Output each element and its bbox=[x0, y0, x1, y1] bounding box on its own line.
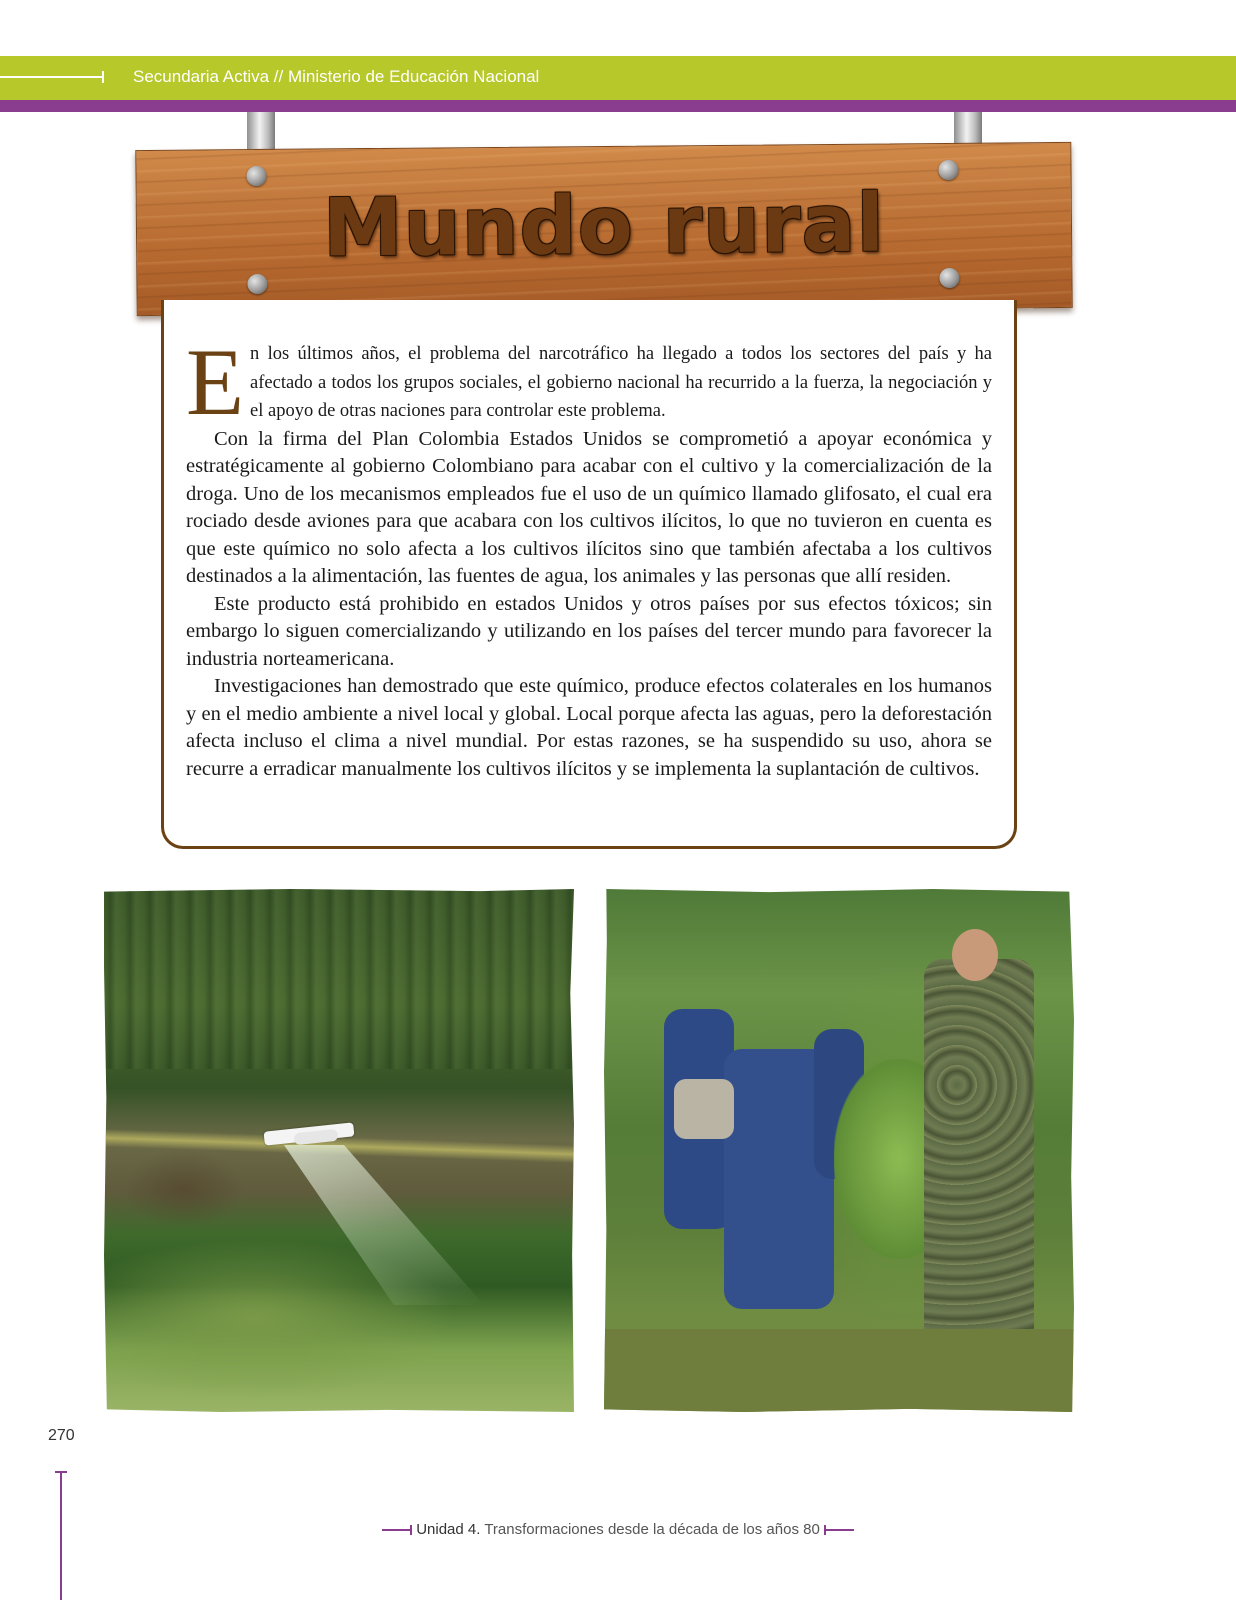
article-paragraph: Este producto está prohibido en estados Unidos y otros países por sus efectos tóxicos; sin embargo lo siguen comercializando y utilizando en los países del tercer mundo para favorecer la industria norteamericana. bbox=[186, 592, 992, 670]
header-rule-tick bbox=[102, 71, 104, 83]
header-rule bbox=[0, 76, 104, 78]
series-label: Secundaria Activa // Ministerio de Educación Nacional bbox=[133, 67, 540, 86]
article-paragraph: Con la firma del Plan Colombia Estados Unidos se comprometió a apoyar económica y estratégicamente al gobierno Colombiano para acabar con el cultivo y la comercialización de la droga. Uno de los mecanismos empleados fue el uso de un químico llamado glifosato, el cual era rociado desde aviones para que acabara con los cultivos ilícitos, lo que no tuvieron en cuenta es que este químico no solo afecta a los cultivos ilícitos sino que también afectaba a los cultivos destinados a la alimentación, las fuentes de agua, los animales y las personas que allí residen. bbox=[186, 427, 992, 587]
page-number: 270 bbox=[48, 1427, 75, 1444]
bolt-icon bbox=[247, 274, 267, 294]
photo-aerial-fumigation bbox=[104, 889, 574, 1412]
footer-title: Transformaciones desde la década de los años 80 bbox=[484, 1521, 820, 1538]
wooden-sign bbox=[135, 142, 1072, 316]
page-title: Mundo rural bbox=[322, 176, 886, 275]
backpack bbox=[674, 1079, 734, 1139]
drop-cap: E bbox=[186, 329, 245, 435]
forest-canopy bbox=[104, 889, 574, 1069]
spray-cloud bbox=[284, 1145, 484, 1305]
soldier-head bbox=[952, 929, 998, 981]
bolt-icon bbox=[939, 268, 959, 288]
soldier-figure bbox=[924, 959, 1034, 1379]
paragraph-text: n los últimos años, el problema del narcotráfico ha llegado a todos los sectores del país y ha afectado a todos los grupos sociales, el gobierno nacional ha recurrido a la fuerza, la negociación y el apoyo de otras naciones para controlar este problema. bbox=[250, 344, 992, 421]
article-paragraph: Investigaciones han demostrado que este químico, produce efectos colaterales en los humanos y en el medio ambiente a nivel local y global. Local porque afecta las aguas, pero la deforestación afecta incluso el clima a nivel mundial. Por estas razones, se ha suspendido su uso, ahora se recurre a erradicar manualmente los cultivos ilícitos y se implementa la suplantación de cultivos. bbox=[186, 675, 992, 780]
article-body bbox=[186, 329, 992, 783]
footer-unit: Unidad 4. bbox=[416, 1521, 481, 1538]
ground bbox=[604, 1329, 1074, 1412]
header-purple-line bbox=[0, 100, 1236, 112]
footer-bar-right bbox=[824, 1529, 854, 1531]
photo-manual-eradication bbox=[604, 889, 1074, 1412]
footer bbox=[0, 1521, 1236, 1538]
footer-bar-left bbox=[382, 1529, 412, 1531]
sign-post-left bbox=[247, 112, 275, 150]
article-paragraph bbox=[186, 329, 992, 435]
